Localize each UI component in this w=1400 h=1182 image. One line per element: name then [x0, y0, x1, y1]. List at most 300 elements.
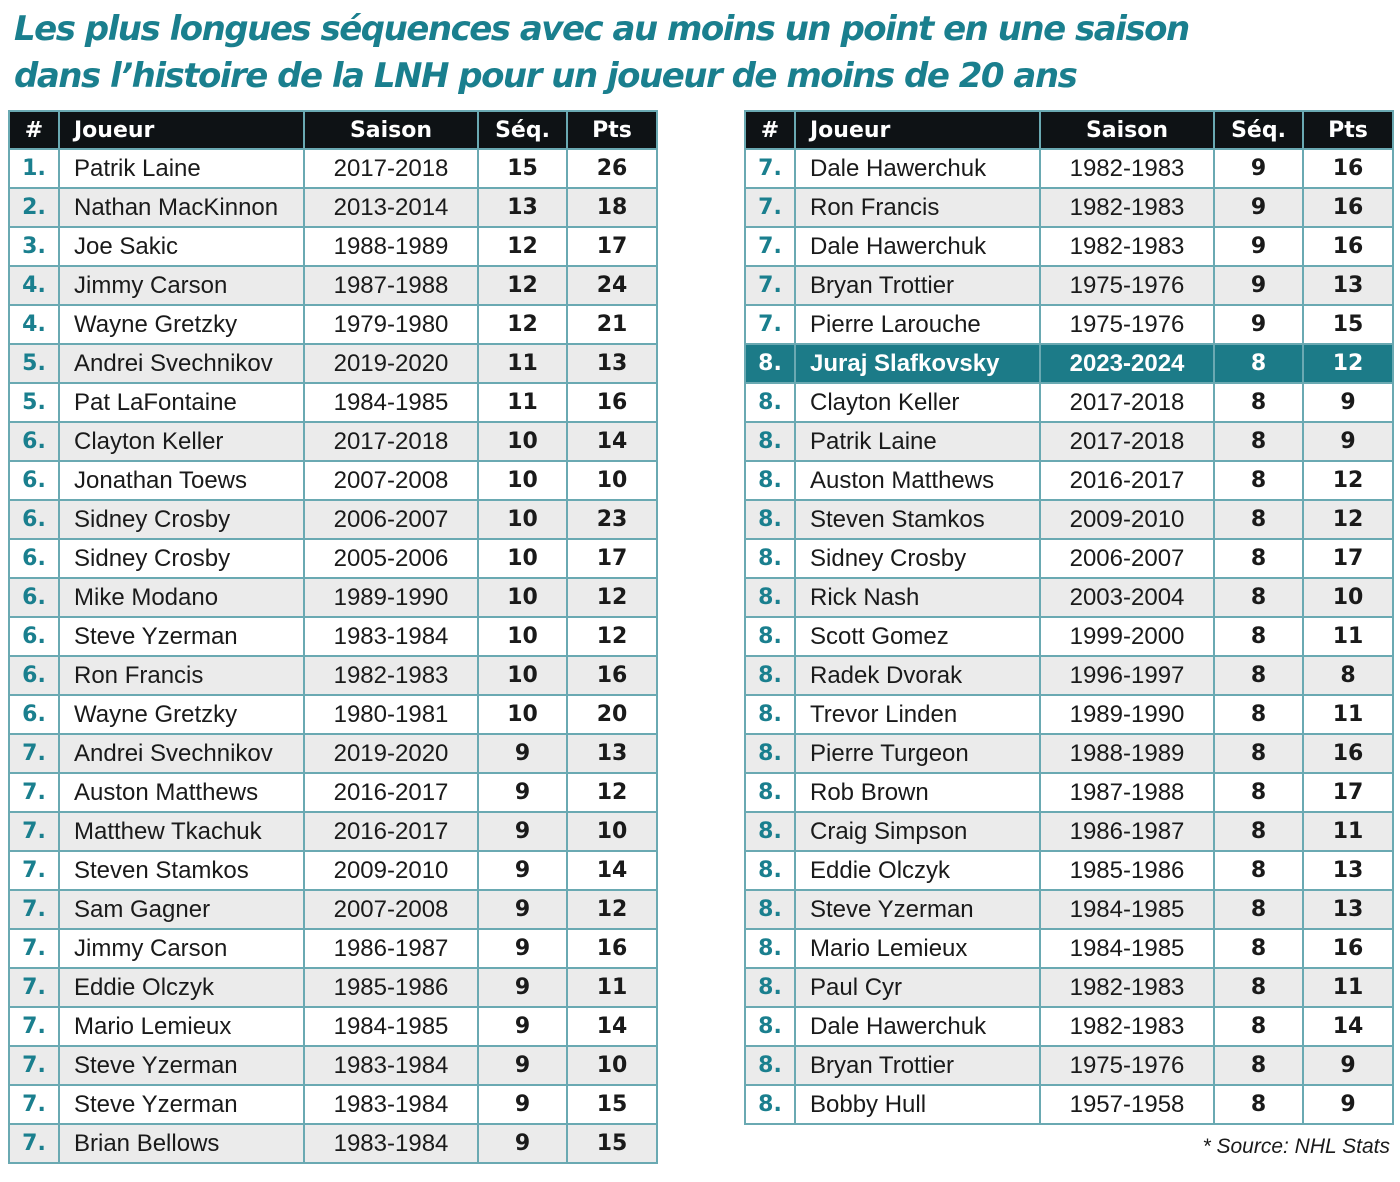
rank-cell: 7.	[745, 305, 795, 344]
rank-cell: 8.	[745, 578, 795, 617]
table-row	[745, 539, 1393, 578]
rank-cell: 7.	[9, 1085, 59, 1124]
table-row	[745, 227, 1393, 266]
table-row	[745, 929, 1393, 968]
streak-cell: 11	[478, 383, 567, 422]
player-cell: Radek Dvorak	[795, 656, 1040, 695]
source-note: * Source: NHL Stats	[1202, 1135, 1390, 1158]
points-cell: 10	[567, 461, 657, 500]
points-cell: 12	[567, 617, 657, 656]
table-row	[745, 266, 1393, 305]
player-cell: Steve Yzerman	[59, 1046, 304, 1085]
streak-cell: 9	[478, 929, 567, 968]
player-cell: Nathan MacKinnon	[59, 188, 304, 227]
column-header-pts: Pts	[567, 111, 657, 149]
streak-cell: 15	[478, 149, 567, 188]
table-row	[9, 227, 657, 266]
table-row	[9, 1007, 657, 1046]
season-cell: 1987-1988	[304, 266, 478, 305]
right-stats-table	[744, 110, 1394, 1125]
points-cell: 13	[567, 344, 657, 383]
player-cell: Auston Matthews	[59, 773, 304, 812]
season-cell: 2007-2008	[304, 890, 478, 929]
rank-cell: 1.	[9, 149, 59, 188]
season-cell: 1983-1984	[304, 1124, 478, 1163]
season-cell: 1985-1986	[1040, 851, 1214, 890]
points-cell: 16	[1303, 929, 1393, 968]
rank-cell: 8.	[745, 461, 795, 500]
rank-cell: 6.	[9, 539, 59, 578]
points-cell: 11	[1303, 968, 1393, 1007]
season-cell: 1982-1983	[1040, 188, 1214, 227]
streak-cell: 12	[478, 266, 567, 305]
rank-cell: 7.	[745, 266, 795, 305]
rank-cell: 7.	[745, 188, 795, 227]
table-row	[9, 617, 657, 656]
rank-cell: 2.	[9, 188, 59, 227]
streak-cell: 8	[1214, 812, 1303, 851]
season-cell: 2017-2018	[304, 149, 478, 188]
season-cell: 1975-1976	[1040, 305, 1214, 344]
table-row	[9, 500, 657, 539]
table-row	[745, 851, 1393, 890]
table-row	[9, 188, 657, 227]
streak-cell: 9	[478, 812, 567, 851]
points-cell: 18	[567, 188, 657, 227]
player-cell: Mario Lemieux	[795, 929, 1040, 968]
streak-cell: 8	[1214, 344, 1303, 383]
table-row	[9, 656, 657, 695]
infographic-title	[14, 6, 1189, 100]
table-row	[9, 1046, 657, 1085]
points-cell: 20	[567, 695, 657, 734]
table-row	[745, 149, 1393, 188]
table-row	[745, 461, 1393, 500]
streak-cell: 9	[478, 968, 567, 1007]
streak-cell: 9	[478, 1007, 567, 1046]
player-cell: Mario Lemieux	[59, 1007, 304, 1046]
column-header-season: Saison	[304, 111, 478, 149]
season-cell: 1957-1958	[1040, 1085, 1214, 1124]
streak-cell: 9	[1214, 188, 1303, 227]
season-cell: 2009-2010	[304, 851, 478, 890]
streak-cell: 8	[1214, 929, 1303, 968]
rank-cell: 3.	[9, 227, 59, 266]
rank-cell: 8.	[745, 344, 795, 383]
table-row	[9, 383, 657, 422]
season-cell: 1988-1989	[1040, 734, 1214, 773]
column-header-player: Joueur	[795, 111, 1040, 149]
table-row	[9, 578, 657, 617]
player-cell: Sam Gagner	[59, 890, 304, 929]
points-cell: 9	[1303, 1046, 1393, 1085]
season-cell: 1982-1983	[1040, 149, 1214, 188]
rank-cell: 8.	[745, 617, 795, 656]
player-cell: Sidney Crosby	[59, 500, 304, 539]
player-cell: Scott Gomez	[795, 617, 1040, 656]
player-cell: Auston Matthews	[795, 461, 1040, 500]
player-cell: Sidney Crosby	[59, 539, 304, 578]
streak-cell: 9	[478, 1124, 567, 1163]
table-row	[745, 656, 1393, 695]
streak-cell: 8	[1214, 422, 1303, 461]
rank-cell: 7.	[9, 1124, 59, 1163]
season-cell: 2023-2024	[1040, 344, 1214, 383]
streak-cell: 9	[478, 890, 567, 929]
left-table-body	[9, 149, 657, 1163]
column-header-seq: Séq.	[1214, 111, 1303, 149]
points-cell: 14	[567, 422, 657, 461]
rank-cell: 6.	[9, 578, 59, 617]
rank-cell: 8.	[745, 1007, 795, 1046]
points-cell: 9	[1303, 383, 1393, 422]
player-cell: Ron Francis	[795, 188, 1040, 227]
streak-cell: 9	[1214, 266, 1303, 305]
season-cell: 1986-1987	[1040, 812, 1214, 851]
player-cell: Dale Hawerchuk	[795, 227, 1040, 266]
season-cell: 2016-2017	[304, 773, 478, 812]
streak-cell: 11	[478, 344, 567, 383]
player-cell: Ron Francis	[59, 656, 304, 695]
streak-cell: 9	[478, 851, 567, 890]
points-cell: 13	[567, 734, 657, 773]
points-cell: 17	[567, 227, 657, 266]
points-cell: 10	[1303, 578, 1393, 617]
rank-cell: 6.	[9, 461, 59, 500]
player-cell: Rob Brown	[795, 773, 1040, 812]
table-row	[9, 539, 657, 578]
streak-cell: 9	[1214, 227, 1303, 266]
rank-cell: 6.	[9, 422, 59, 461]
rank-cell: 7.	[9, 1007, 59, 1046]
title-line-1: Les plus longues séquences avec au moins un point en une saison	[14, 9, 1189, 49]
player-cell: Bryan Trottier	[795, 1046, 1040, 1085]
table-row	[745, 578, 1393, 617]
title-line-2: dans l’histoire de la LNH pour un joueur de moins de 20 ans	[14, 56, 1077, 96]
points-cell: 12	[567, 578, 657, 617]
player-cell: Jonathan Toews	[59, 461, 304, 500]
season-cell: 1975-1976	[1040, 1046, 1214, 1085]
table-row	[9, 812, 657, 851]
season-cell: 1984-1985	[304, 1007, 478, 1046]
rank-cell: 6.	[9, 500, 59, 539]
player-cell: Clayton Keller	[59, 422, 304, 461]
season-cell: 2013-2014	[304, 188, 478, 227]
season-cell: 1986-1987	[304, 929, 478, 968]
streak-cell: 8	[1214, 539, 1303, 578]
rank-cell: 4.	[9, 305, 59, 344]
streak-cell: 9	[1214, 149, 1303, 188]
season-cell: 2009-2010	[1040, 500, 1214, 539]
points-cell: 14	[567, 1007, 657, 1046]
rank-cell: 5.	[9, 383, 59, 422]
points-cell: 11	[567, 968, 657, 1007]
points-cell: 11	[1303, 617, 1393, 656]
rank-cell: 8.	[745, 500, 795, 539]
points-cell: 12	[567, 773, 657, 812]
season-cell: 2019-2020	[304, 734, 478, 773]
rank-cell: 8.	[745, 812, 795, 851]
season-cell: 1983-1984	[304, 617, 478, 656]
table-row	[9, 890, 657, 929]
table-row	[9, 929, 657, 968]
rank-cell: 7.	[9, 968, 59, 1007]
column-header-rank: #	[745, 111, 795, 149]
points-cell: 13	[1303, 890, 1393, 929]
season-cell: 1987-1988	[1040, 773, 1214, 812]
points-cell: 12	[567, 890, 657, 929]
streak-cell: 8	[1214, 461, 1303, 500]
season-cell: 2016-2017	[304, 812, 478, 851]
table-row	[745, 383, 1393, 422]
season-cell: 1975-1976	[1040, 266, 1214, 305]
season-cell: 1989-1990	[304, 578, 478, 617]
player-cell: Steve Yzerman	[59, 1085, 304, 1124]
player-cell: Steven Stamkos	[795, 500, 1040, 539]
table-header-row	[9, 111, 657, 149]
points-cell: 15	[567, 1124, 657, 1163]
points-cell: 16	[1303, 149, 1393, 188]
streak-cell: 8	[1214, 695, 1303, 734]
player-cell: Jimmy Carson	[59, 266, 304, 305]
streak-cell: 10	[478, 500, 567, 539]
player-cell: Mike Modano	[59, 578, 304, 617]
streak-cell: 10	[478, 695, 567, 734]
streak-cell: 8	[1214, 383, 1303, 422]
table-row	[9, 149, 657, 188]
table-row	[745, 617, 1393, 656]
player-cell: Sidney Crosby	[795, 539, 1040, 578]
table-row	[745, 968, 1393, 1007]
table-row-highlighted	[745, 344, 1393, 383]
table-row	[745, 695, 1393, 734]
column-header-seq: Séq.	[478, 111, 567, 149]
rank-cell: 7.	[745, 227, 795, 266]
table-row	[9, 968, 657, 1007]
streak-cell: 8	[1214, 773, 1303, 812]
points-cell: 15	[1303, 305, 1393, 344]
player-cell: Steve Yzerman	[795, 890, 1040, 929]
season-cell: 2017-2018	[304, 422, 478, 461]
points-cell: 10	[567, 812, 657, 851]
streak-cell: 9	[478, 1085, 567, 1124]
player-cell: Dale Hawerchuk	[795, 1007, 1040, 1046]
streak-cell: 10	[478, 539, 567, 578]
player-cell: Dale Hawerchuk	[795, 149, 1040, 188]
streak-cell: 10	[478, 617, 567, 656]
rank-cell: 8.	[745, 773, 795, 812]
rank-cell: 8.	[745, 1085, 795, 1124]
streak-cell: 12	[478, 305, 567, 344]
table-row	[9, 422, 657, 461]
points-cell: 13	[1303, 851, 1393, 890]
rank-cell: 6.	[9, 617, 59, 656]
season-cell: 1989-1990	[1040, 695, 1214, 734]
points-cell: 24	[567, 266, 657, 305]
player-cell: Brian Bellows	[59, 1124, 304, 1163]
table-row	[745, 890, 1393, 929]
rank-cell: 5.	[9, 344, 59, 383]
table-row	[745, 734, 1393, 773]
season-cell: 2007-2008	[304, 461, 478, 500]
streak-cell: 8	[1214, 734, 1303, 773]
points-cell: 8	[1303, 656, 1393, 695]
streak-cell: 9	[478, 734, 567, 773]
streak-cell: 8	[1214, 500, 1303, 539]
points-cell: 16	[1303, 734, 1393, 773]
points-cell: 14	[1303, 1007, 1393, 1046]
player-cell: Wayne Gretzky	[59, 305, 304, 344]
table-row	[745, 500, 1393, 539]
column-header-rank: #	[9, 111, 59, 149]
player-cell: Eddie Olczyk	[59, 968, 304, 1007]
rank-cell: 8.	[745, 890, 795, 929]
player-cell: Wayne Gretzky	[59, 695, 304, 734]
streak-cell: 8	[1214, 968, 1303, 1007]
season-cell: 1996-1997	[1040, 656, 1214, 695]
season-cell: 1982-1983	[1040, 968, 1214, 1007]
points-cell: 11	[1303, 695, 1393, 734]
points-cell: 17	[1303, 539, 1393, 578]
rank-cell: 8.	[745, 422, 795, 461]
season-cell: 1999-2000	[1040, 617, 1214, 656]
season-cell: 1982-1983	[1040, 227, 1214, 266]
rank-cell: 6.	[9, 695, 59, 734]
table-row	[9, 1124, 657, 1163]
rank-cell: 7.	[745, 149, 795, 188]
season-cell: 2016-2017	[1040, 461, 1214, 500]
points-cell: 13	[1303, 266, 1393, 305]
player-cell: Pierre Turgeon	[795, 734, 1040, 773]
rank-cell: 8.	[745, 851, 795, 890]
player-cell: Patrik Laine	[59, 149, 304, 188]
player-cell: Juraj Slafkovsky	[795, 344, 1040, 383]
player-cell: Jimmy Carson	[59, 929, 304, 968]
player-cell: Paul Cyr	[795, 968, 1040, 1007]
player-cell: Andrei Svechnikov	[59, 344, 304, 383]
rank-cell: 8.	[745, 1046, 795, 1085]
points-cell: 17	[567, 539, 657, 578]
table-row	[745, 305, 1393, 344]
points-cell: 9	[1303, 422, 1393, 461]
player-cell: Trevor Linden	[795, 695, 1040, 734]
streak-cell: 10	[478, 656, 567, 695]
season-cell: 1982-1983	[304, 656, 478, 695]
points-cell: 16	[567, 656, 657, 695]
column-header-pts: Pts	[1303, 111, 1393, 149]
points-cell: 16	[1303, 227, 1393, 266]
points-cell: 15	[567, 1085, 657, 1124]
player-cell: Patrik Laine	[795, 422, 1040, 461]
season-cell: 1983-1984	[304, 1085, 478, 1124]
season-cell: 1984-1985	[1040, 929, 1214, 968]
streak-cell: 8	[1214, 656, 1303, 695]
points-cell: 10	[567, 1046, 657, 1085]
player-cell: Bobby Hull	[795, 1085, 1040, 1124]
points-cell: 9	[1303, 1085, 1393, 1124]
season-cell: 1980-1981	[304, 695, 478, 734]
season-cell: 1988-1989	[304, 227, 478, 266]
rank-cell: 8.	[745, 656, 795, 695]
streak-cell: 8	[1214, 851, 1303, 890]
column-header-player: Joueur	[59, 111, 304, 149]
player-cell: Rick Nash	[795, 578, 1040, 617]
player-cell: Pat LaFontaine	[59, 383, 304, 422]
rank-cell: 7.	[9, 773, 59, 812]
streak-cell: 12	[478, 227, 567, 266]
rank-cell: 7.	[9, 734, 59, 773]
season-cell: 2005-2006	[304, 539, 478, 578]
points-cell: 23	[567, 500, 657, 539]
season-cell: 1979-1980	[304, 305, 478, 344]
points-cell: 16	[567, 929, 657, 968]
season-cell: 1984-1985	[1040, 890, 1214, 929]
points-cell: 12	[1303, 461, 1393, 500]
table-row	[9, 266, 657, 305]
season-cell: 2006-2007	[1040, 539, 1214, 578]
player-cell: Matthew Tkachuk	[59, 812, 304, 851]
rank-cell: 4.	[9, 266, 59, 305]
streak-cell: 9	[1214, 305, 1303, 344]
table-row	[9, 1085, 657, 1124]
points-cell: 12	[1303, 344, 1393, 383]
player-cell: Eddie Olczyk	[795, 851, 1040, 890]
points-cell: 16	[1303, 188, 1393, 227]
streak-cell: 8	[1214, 578, 1303, 617]
table-row	[9, 851, 657, 890]
season-cell: 2017-2018	[1040, 383, 1214, 422]
season-cell: 2017-2018	[1040, 422, 1214, 461]
rank-cell: 7.	[9, 812, 59, 851]
table-row	[745, 422, 1393, 461]
table-row	[9, 344, 657, 383]
points-cell: 26	[567, 149, 657, 188]
points-cell: 16	[567, 383, 657, 422]
table-row	[745, 1085, 1393, 1124]
rank-cell: 8.	[745, 929, 795, 968]
points-cell: 21	[567, 305, 657, 344]
table-header-row	[745, 111, 1393, 149]
rank-cell: 7.	[9, 851, 59, 890]
player-cell: Joe Sakic	[59, 227, 304, 266]
table-row	[9, 695, 657, 734]
season-cell: 2019-2020	[304, 344, 478, 383]
table-row	[9, 773, 657, 812]
player-cell: Craig Simpson	[795, 812, 1040, 851]
streak-cell: 13	[478, 188, 567, 227]
table-row	[9, 734, 657, 773]
rank-cell: 8.	[745, 695, 795, 734]
streak-cell: 8	[1214, 1046, 1303, 1085]
season-cell: 1985-1986	[304, 968, 478, 1007]
table-row	[745, 1007, 1393, 1046]
player-cell: Bryan Trottier	[795, 266, 1040, 305]
season-cell: 1984-1985	[304, 383, 478, 422]
right-table-body	[745, 149, 1393, 1124]
points-cell: 12	[1303, 500, 1393, 539]
player-cell: Pierre Larouche	[795, 305, 1040, 344]
column-header-season: Saison	[1040, 111, 1214, 149]
points-cell: 14	[567, 851, 657, 890]
season-cell: 2003-2004	[1040, 578, 1214, 617]
streak-cell: 10	[478, 578, 567, 617]
season-cell: 1983-1984	[304, 1046, 478, 1085]
table-row	[745, 188, 1393, 227]
season-cell: 1982-1983	[1040, 1007, 1214, 1046]
table-row	[745, 773, 1393, 812]
table-row	[9, 461, 657, 500]
points-cell: 17	[1303, 773, 1393, 812]
